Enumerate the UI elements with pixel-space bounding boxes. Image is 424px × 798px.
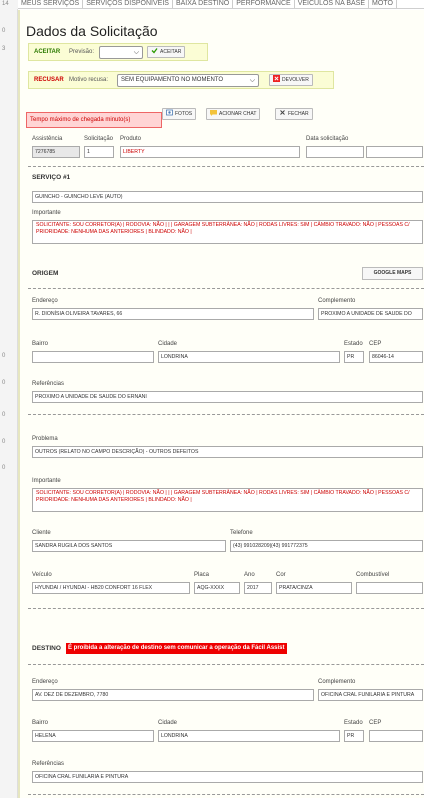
chat-button-label: ACIONAR CHAT [219, 111, 257, 117]
assistencia-label: Assistência [32, 136, 63, 142]
produto-field: LIBERTY [120, 146, 300, 158]
cliente-label: Cliente [32, 530, 51, 536]
left-strip-number: 0 [2, 439, 6, 445]
service-importante-field: SOLICITANTE: SOU CORRETOR(A) | RODOVIA: NÃO | | | GARAGEM SUBTERRÂNEA: NÃO | RODAS LIVRES: SIM | CÂMBIO TRAVADO: NÃO | PESSOAS C/ PRIORIDADE: NENHUMA DAS ANTERIORES | BLINDADO: NÃO | [32, 220, 423, 244]
produto-label: Produto [120, 136, 142, 142]
origin-cidade-field: LONDRINA [158, 351, 340, 363]
photos-button-label: FOTOS [175, 111, 193, 117]
divider [28, 794, 424, 795]
photo-icon [166, 109, 173, 116]
telefone-label: Telefone [230, 530, 253, 536]
combustivel-label: Combustível [356, 572, 390, 578]
dest-complemento-label: Complemento [318, 679, 356, 685]
destination-warning: É proibida a alteração de destino sem comunicar a operação da Fácil Assist [66, 643, 287, 654]
service-type-field: GUINCHO - GUINCHO LEVE (AUTO) [32, 191, 423, 203]
solicitacao-field: 1 [84, 146, 114, 158]
return-button[interactable] [269, 74, 313, 86]
chat-button[interactable] [206, 108, 260, 120]
origin-cidade-label: Cidade [158, 341, 178, 347]
dest-cep-field [369, 730, 423, 742]
combustivel-field [356, 582, 423, 594]
dest-bairro-label: Bairro [32, 720, 49, 726]
accept-label: ACEITAR [34, 49, 61, 55]
accept-button-label: ACEITAR [160, 49, 182, 55]
hora-solicitacao-field [366, 146, 423, 158]
assistencia-field: 7276785 [32, 146, 80, 158]
origin-complemento-label: Complemento [318, 298, 356, 304]
origin-referencias-field: PROXIMO A UNIDADE DE SAUDE DO ERNANI [32, 391, 423, 403]
close-icon [273, 75, 280, 82]
data-solicitacao-label: Data solicitação [306, 136, 349, 142]
divider [28, 608, 424, 609]
placa-field: AQG-XXXX [194, 582, 240, 594]
dest-cidade-field: LONDRINA [158, 730, 340, 742]
left-strip-number: 3 [2, 46, 6, 52]
origin-importante-label: Importante [32, 478, 61, 484]
origin-bairro-label: Bairro [32, 341, 49, 347]
close-button-label: FECHAR [288, 111, 309, 117]
origin-title: ORIGEM [32, 270, 59, 277]
divider [28, 288, 424, 289]
origin-endereco-field: R. DIONÍSIA OLIVEIRA TAVARES, 66 [32, 308, 314, 320]
nav-performance[interactable]: PERFORMANCE [233, 0, 294, 8]
service-importante-label: Importante [32, 210, 61, 216]
left-strip-number: 0 [2, 380, 6, 386]
nav-baixa-destino[interactable]: BAIXA DESTINO [173, 0, 233, 8]
arrival-time-warning: Tempo máximo de chegada minuto(s) [26, 112, 162, 128]
nav-meus-servicos[interactable]: MEUS SERVIÇOS [18, 0, 83, 8]
origin-complemento-field: PROXIMO A UNIDADE DE SAUDE DO [318, 308, 423, 320]
close-icon [279, 109, 286, 116]
photos-button[interactable] [162, 108, 196, 120]
forecast-select[interactable] [99, 46, 143, 59]
chevron-down-icon: ⌵ [133, 49, 139, 56]
chevron-down-icon: ⌵ [249, 77, 255, 84]
ano-label: Ano [244, 572, 255, 578]
left-strip-number: 0 [2, 353, 6, 359]
divider [28, 414, 424, 415]
dest-bairro-field: HELENA [32, 730, 154, 742]
forecast-label: Previsão: [69, 49, 95, 55]
nav-moto[interactable]: MOTO [369, 0, 397, 8]
origin-referencias-label: Referências [32, 381, 65, 387]
decline-label: RECUSAR [34, 77, 64, 83]
left-strip-number: 0 [2, 412, 6, 418]
cor-label: Cor [276, 572, 286, 578]
veiculo-field: HYUNDAI / HYUNDAI - HB20 CONFORT 16 FLEX [32, 582, 190, 594]
google-maps-button[interactable]: GOOGLE MAPS [362, 267, 423, 280]
cor-field: PRATA/CINZA [276, 582, 352, 594]
solicitacao-label: Solicitação [84, 136, 114, 142]
origin-estado-field: PR [344, 351, 364, 363]
dest-endereco-label: Endereço [32, 679, 58, 685]
reason-value: SEM EQUIPAMENTO NO MOMENTO [121, 77, 224, 83]
divider [28, 166, 424, 167]
destination-title: DESTINO [32, 645, 61, 652]
close-button[interactable] [275, 108, 313, 120]
veiculo-label: Veículo [32, 572, 52, 578]
chat-icon [210, 109, 217, 116]
left-strip [0, 0, 18, 798]
placa-label: Placa [194, 572, 210, 578]
origin-importante-field: SOLICITANTE: SOU CORRETOR(A) | RODOVIA: NÃO | | | GARAGEM SUBTERRÂNEA: NÃO | RODAS LIVRES: SIM | CÂMBIO TRAVADO: NÃO | PESSOAS C/ PRIORIDADE: NENHUMA DAS ANTERIORES | BLINDADO: NÃO | [32, 488, 423, 512]
dest-estado-field: PR [344, 730, 364, 742]
problema-label: Problema [32, 436, 58, 442]
nav-fragment: 14 [0, 0, 18, 9]
page-title: Dados da Solicitação [26, 23, 158, 39]
nav-veiculos-na-base[interactable]: VEÍCULOS NA BASE [295, 0, 369, 8]
origin-cep-label: CEP [369, 341, 382, 347]
dest-estado-label: Estado [344, 720, 363, 726]
reason-label: Motivo recusa: [69, 77, 109, 83]
left-strip-number: 0 [2, 28, 6, 34]
return-button-label: DEVOLVER [282, 77, 309, 83]
telefone-field: (43) 991028209|(43) 991772375 [230, 540, 423, 552]
service-title: SERVIÇO #1 [32, 174, 71, 181]
dest-cep-label: CEP [369, 720, 382, 726]
dest-complemento-field: OFICINA CRAL FUNILARIA E PINTURA [318, 689, 423, 701]
check-icon [151, 47, 158, 54]
dest-referencias-label: Referências [32, 761, 65, 767]
origin-estado-label: Estado [344, 341, 363, 347]
divider [28, 664, 424, 665]
left-strip-number: 0 [2, 465, 6, 471]
origin-bairro-field [32, 351, 154, 363]
ano-field: 2017 [244, 582, 272, 594]
cliente-field: SANDRA RUGILA DOS SANTOS [32, 540, 226, 552]
dest-cidade-label: Cidade [158, 720, 178, 726]
decline-box [28, 71, 334, 89]
dest-referencias-field: OFICINA CRAL FUNILARIA E PINTURA [32, 771, 423, 783]
data-solicitacao-field [306, 146, 364, 158]
origin-cep-field: 86046-14 [369, 351, 423, 363]
dest-endereco-field: AV. DEZ DE DEZEMBRO, 7780 [32, 689, 314, 701]
origin-endereco-label: Endereço [32, 298, 58, 304]
top-navigation [2, 0, 424, 9]
nav-servicos-disponiveis[interactable]: SERVIÇOS DISPONÍVEIS [83, 0, 173, 8]
reason-select[interactable] [117, 74, 259, 87]
accept-box [28, 43, 208, 61]
request-panel [18, 10, 424, 798]
problema-field: OUTROS (RELATO NO CAMPO DESCRIÇÃO) - OUTROS DEFEITOS [32, 446, 423, 458]
accept-button[interactable] [147, 46, 185, 58]
